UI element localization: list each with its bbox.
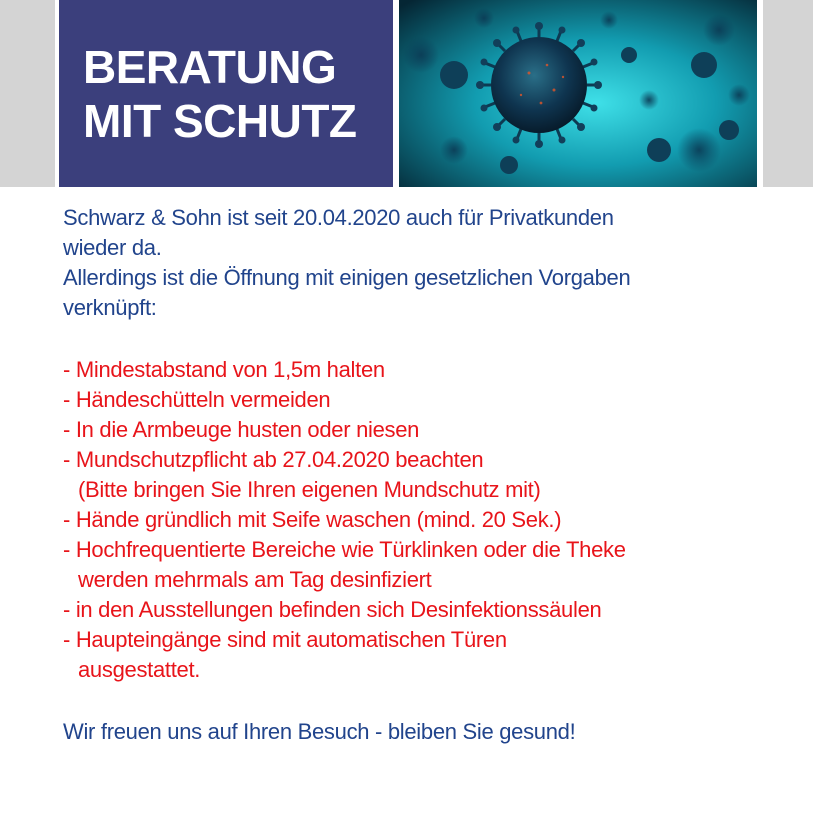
rule-item-continuation: werden mehrmals am Tag desinfiziert bbox=[78, 567, 432, 592]
notice-text bbox=[63, 203, 803, 747]
rule-item: - Haupteingänge sind mit automatischen Türen bbox=[63, 627, 507, 652]
intro-line-1: Schwarz & Sohn ist seit 20.04.2020 auch für Privatkunden bbox=[63, 205, 614, 230]
rule-item: - Hochfrequentierte Bereiche wie Türklinken oder die Theke bbox=[63, 537, 626, 562]
rule-item-continuation: (Bitte bringen Sie Ihren eigenen Mundschutz mit) bbox=[78, 477, 541, 502]
spacer bbox=[63, 685, 803, 717]
spacer bbox=[63, 323, 803, 355]
rules-list bbox=[63, 355, 803, 685]
rule-item: - Mindestabstand von 1,5m halten bbox=[63, 357, 385, 382]
rule-item-continuation: ausgestattet. bbox=[78, 657, 201, 682]
right-gray-bar bbox=[763, 0, 813, 187]
intro-line-4: verknüpft: bbox=[63, 295, 157, 320]
rule-item: - in den Ausstellungen befinden sich Desinfektionssäulen bbox=[63, 597, 602, 622]
banner-title-line-2: MIT SCHUTZ bbox=[83, 94, 357, 147]
rule-item: - In die Armbeuge husten oder niesen bbox=[63, 417, 420, 442]
left-gray-bar bbox=[0, 0, 55, 187]
title-banner bbox=[59, 0, 393, 187]
coronavirus-illustration bbox=[399, 0, 757, 187]
rule-item: - Hände gründlich mit Seife waschen (mind. 20 Sek.) bbox=[63, 507, 562, 532]
banner-title-line-1: BERATUNG bbox=[83, 40, 337, 93]
closing-line: Wir freuen uns auf Ihren Besuch - bleiben Sie gesund! bbox=[63, 719, 576, 744]
rule-item: - Händeschütteln vermeiden bbox=[63, 387, 331, 412]
rule-item: - Mundschutzpflicht ab 27.04.2020 beachten bbox=[63, 447, 484, 472]
intro-line-2: wieder da. bbox=[63, 235, 162, 260]
intro-line-3: Allerdings ist die Öffnung mit einigen gesetzlichen Vorgaben bbox=[63, 265, 631, 290]
